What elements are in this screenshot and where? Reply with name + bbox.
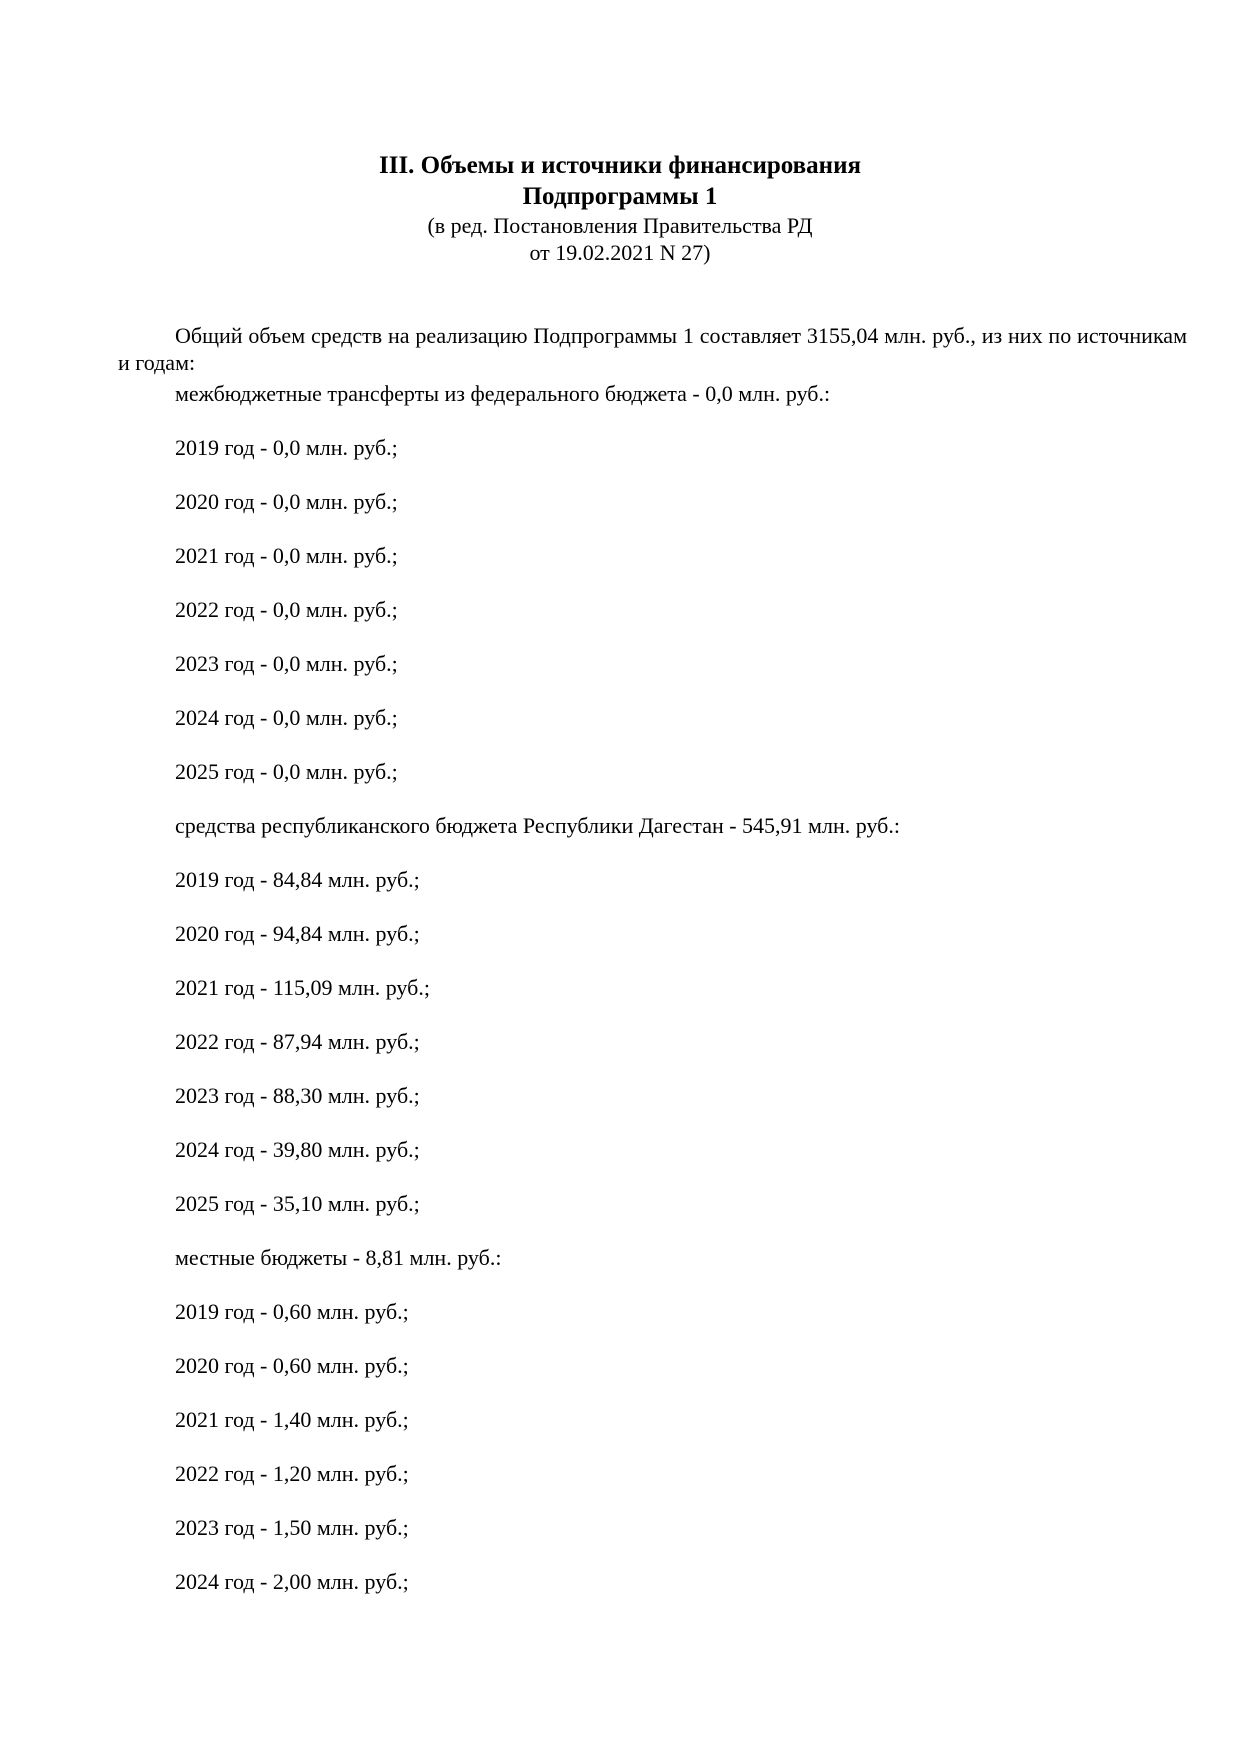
- funding-line: 2021 год - 115,09 млн. руб.;: [175, 975, 430, 1000]
- funding-line: 2025 год - 0,0 млн. руб.;: [175, 759, 398, 784]
- funding-line: 2019 год - 0,60 млн. руб.;: [175, 1299, 409, 1324]
- funding-line: 2020 год - 0,0 млн. руб.;: [175, 489, 398, 514]
- funding-line: 2024 год - 0,0 млн. руб.;: [175, 705, 398, 730]
- funding-line: 2020 год - 0,60 млн. руб.;: [175, 1353, 409, 1378]
- funding-line: 2019 год - 0,0 млн. руб.;: [175, 435, 398, 460]
- funding-list: [175, 380, 900, 1622]
- section-heading: [0, 150, 1240, 266]
- funding-line: 2021 год - 1,40 млн. руб.;: [175, 1407, 409, 1432]
- amendment-date: от 19.02.2021 N 27): [529, 240, 711, 265]
- funding-line: 2022 год - 0,0 млн. руб.;: [175, 597, 398, 622]
- funding-line: 2023 год - 1,50 млн. руб.;: [175, 1515, 409, 1540]
- funding-line: 2024 год - 39,80 млн. руб.;: [175, 1137, 420, 1162]
- funding-line: 2022 год - 1,20 млн. руб.;: [175, 1461, 409, 1486]
- funding-line: 2019 год - 84,84 млн. руб.;: [175, 867, 420, 892]
- intro-paragraph: Общий объем средств на реализацию Подпрограммы 1 составляет 3155,04 млн. руб., из них по источникам и годам:: [118, 323, 1187, 375]
- amendment-note: (в ред. Постановления Правительства РД: [427, 213, 813, 238]
- funding-source-republican: средства республиканского бюджета Республики Дагестан - 545,91 млн. руб.:: [175, 813, 900, 838]
- funding-line: 2023 год - 0,0 млн. руб.;: [175, 651, 398, 676]
- funding-source-federal: межбюджетные трансферты из федерального бюджета - 0,0 млн. руб.:: [175, 381, 831, 406]
- funding-line: 2025 год - 35,10 млн. руб.;: [175, 1191, 420, 1216]
- funding-line: 2021 год - 0,0 млн. руб.;: [175, 543, 398, 568]
- funding-line: 2024 год - 2,00 млн. руб.;: [175, 1569, 409, 1594]
- funding-line: 2022 год - 87,94 млн. руб.;: [175, 1029, 420, 1054]
- funding-line: 2020 год - 94,84 млн. руб.;: [175, 921, 420, 946]
- section-title: III. Объемы и источники финансирования: [378, 152, 862, 179]
- funding-source-local: местные бюджеты - 8,81 млн. руб.:: [175, 1245, 502, 1270]
- funding-line: 2023 год - 88,30 млн. руб.;: [175, 1083, 420, 1108]
- subprogram-title: Подпрограммы 1: [522, 183, 718, 210]
